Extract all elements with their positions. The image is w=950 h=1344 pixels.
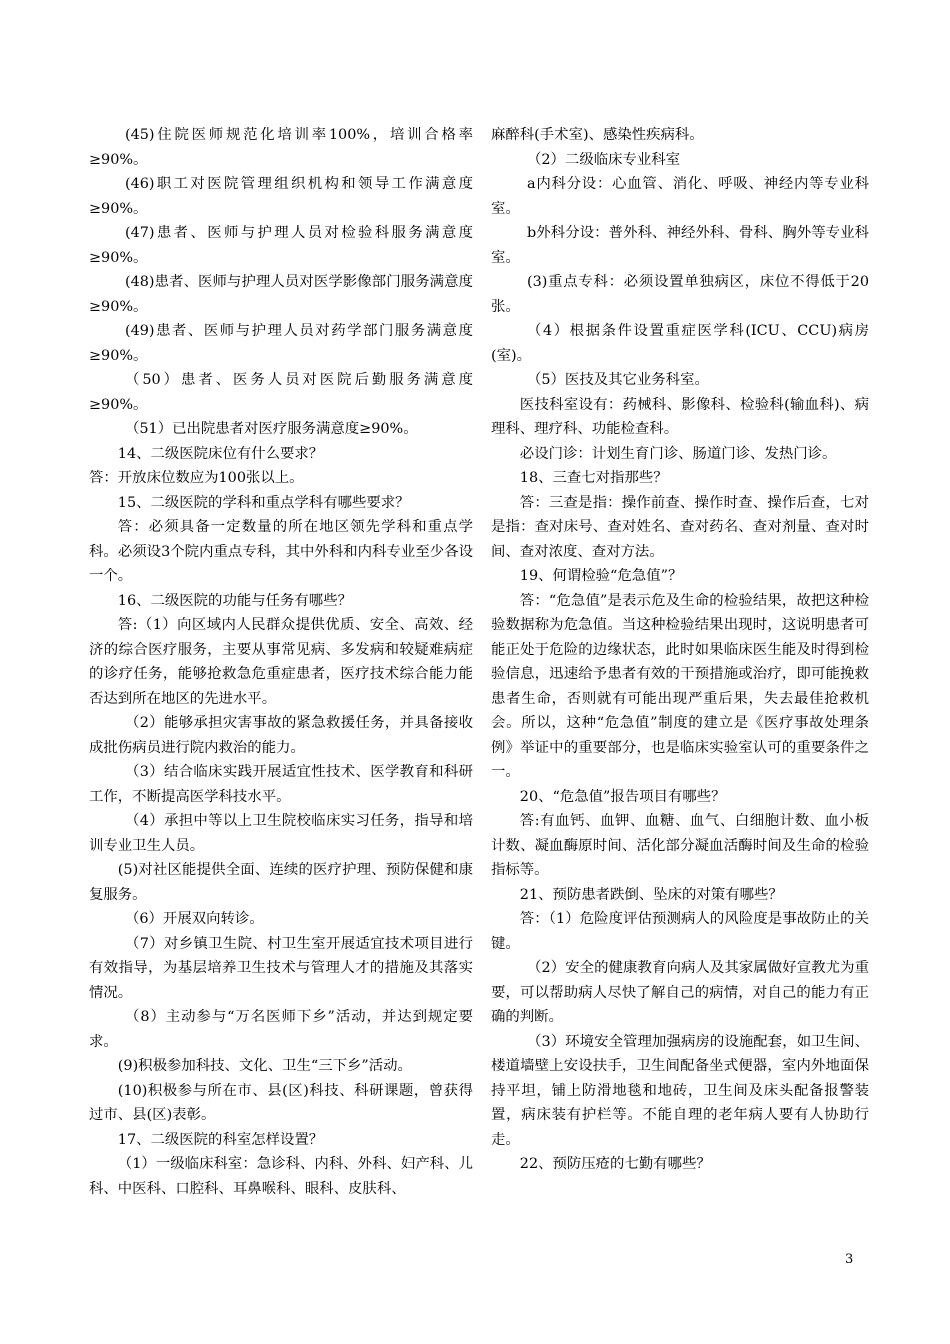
paragraph: 15、二级医院的学科和重点学科有哪些要求？	[117, 494, 410, 511]
paragraph: a内科分设：心血管、消化、呼吸、神经内等专业科室。	[491, 176, 869, 217]
right-column	[491, 123, 869, 1177]
paragraph: （3）结合临床实践开展适宜性技术、医学教育和科研工作，不断提高医学科技水平。	[89, 764, 473, 805]
paragraph: (45)住院医师规范化培训率100%，培训合格率≥90%。	[89, 127, 473, 168]
left-column	[89, 123, 473, 1201]
paragraph: （3）环境安全管理加强病房的设施配套，如卫生间、楼道墙壁上安设扶手，卫生间配备坐式便器，室内外地面保持平坦，铺上防滑地毯和地砖，卫生间及床头配备报警装置，病床装有护栏等。不能自理的老年病人要有人协助行走。	[491, 1033, 869, 1148]
paragraph: 必设门诊：计划生育门诊、肠道门诊、发热门诊。	[519, 445, 837, 462]
paragraph: （5）医技及其它业务科室。	[527, 372, 709, 388]
paragraph: （51）已出院患者对医疗服务满意度≥90%。	[125, 421, 418, 437]
paragraph: （1）一级临床科室：急诊科、内科、外科、妇产科、儿科、中医科、口腔科、耳鼻喉科、眼科、皮肤科、	[89, 1156, 473, 1197]
paragraph: 16、二级医院的功能与任务有哪些？	[117, 592, 352, 609]
paragraph: (48)患者、医师与护理人员对医学影像部门服务满意度≥90%。	[89, 274, 473, 315]
paragraph: 22、预防压疮的七勤有哪些？	[519, 1156, 711, 1172]
paragraph: 答：开放床位数应为100张以上。	[89, 470, 304, 486]
paragraph: 18、三查七对指那些？	[519, 470, 668, 486]
page-number: 3	[845, 1252, 854, 1267]
paragraph: 20、“危急值”报告项目有哪些？	[519, 788, 726, 805]
paragraph: 医技科室设有：药械科、影像科、检验科(输血科)、病理科、理疗科、功能检查科。	[491, 396, 869, 437]
paragraph: (47)患者、医师与护理人员对检验科服务满意度≥90%。	[89, 225, 473, 266]
paragraph: （8）主动参与“万名医师下乡”活动，并达到规定要求。	[89, 1009, 473, 1050]
paragraph: 答:有血钙、血钾、血糖、血气、白细胞计数、血小板计数、凝血酶原时间、活化部分凝血活酶时间及生命的检验指标等。	[491, 813, 869, 878]
paragraph: b外科分设：普外科、神经外科、骨科、胸外等专业科室。	[491, 225, 869, 266]
paragraph: （2）能够承担灾害事故的紧急救援任务，并具备接收成批伤病员进行院内救治的能力。	[89, 715, 473, 756]
paragraph: 麻醉科(手术室)、感染性疾病科。	[491, 127, 704, 143]
paragraph: 答:（1）向区域内人民群众提供优质、安全、高效、经济的综合医疗服务，主要从事常见病、多发病和较疑难病症的诊疗任务，能够抢救急危重症患者，医疗技术综合能力能否达到所在地区的先进水平。	[89, 617, 473, 707]
paragraph: (10)积极参与所在市、县(区)科技、科研课题，曾获得过市、县(区)表彰。	[89, 1082, 473, 1123]
paragraph: (49)患者、医师与护理人员对药学部门服务满意度≥90%。	[89, 323, 473, 364]
paragraph: （2）二级临床专业科室	[527, 151, 681, 168]
paragraph: (46)职工对医院管理组织机构和领导工作满意度≥90%。	[89, 176, 473, 217]
paragraph: 答：必须具备一定数量的所在地区领先学科和重点学科。必须设3个院内重点专科，其中外科和内科专业至少各设一个。	[89, 519, 473, 584]
paragraph: （6）开展双向转诊。	[125, 911, 264, 927]
paragraph: （50）患者、医务人员对医院后勤服务满意度≥90%。	[89, 372, 473, 413]
paragraph: (5)对社区能提供全面、连续的医疗护理、预防保健和康复服务。	[89, 862, 473, 903]
paragraph: 答：三查是指：操作前查、操作时查、操作后查，七对是指：查对床号、查对姓名、查对药名、查对剂量、查对时间、查对浓度、查对方法。	[491, 494, 869, 560]
paragraph: 答：“危急值”是表示危及生命的检验结果，故把这种检验数据称为危急值。当这种检验结果出现时，这说明患者可能正处于危险的边缘状态，此时如果临床医生能及时得到检验信息，迅速给予患者有效的干预措施或治疗，即可能挽救患者生命，否则就有可能出现严重后果，失去最佳抢救机会。所以，这种“危急值”制度的建立是《医疗事故处理条例》举证中的重要部分，也是临床实验室认可的重要条件之一。	[491, 592, 869, 780]
paragraph: （4）承担中等以上卫生院校临床实习任务，指导和培训专业卫生人员。	[89, 813, 473, 854]
paragraph: 答：（1）危险度评估预测病人的风险度是事故防止的关键。	[491, 911, 869, 952]
paragraph: 21、预防患者跌倒、坠床的对策有哪些？	[519, 886, 783, 903]
paragraph: (9)积极参加科技、文化、卫生“三下乡”活动。	[117, 1058, 412, 1074]
paragraph: (3)重点专科：必须设置单独病区，床位不得低于20张。	[491, 274, 869, 315]
paragraph: 19、何谓检验“危急值”？	[519, 568, 683, 584]
paragraph: （2）安全的健康教育向病人及其家属做好宣教尤为重要，可以帮助病人尽快了解自己的病情，对自己的能力有正确的判断。	[491, 960, 869, 1025]
paragraph: 17、二级医院的科室怎样设置？	[117, 1131, 324, 1148]
paragraph: （4）根据条件设置重症医学科(ICU、CCU)病房(室)。	[491, 323, 869, 364]
paragraph: （7）对乡镇卫生院、村卫生室开展适宜技术项目进行有效指导，为基层培养卫生技术与管理人才的措施及其落实情况。	[89, 935, 473, 1001]
paragraph: 14、二级医院床位有什么要求？	[117, 445, 324, 462]
